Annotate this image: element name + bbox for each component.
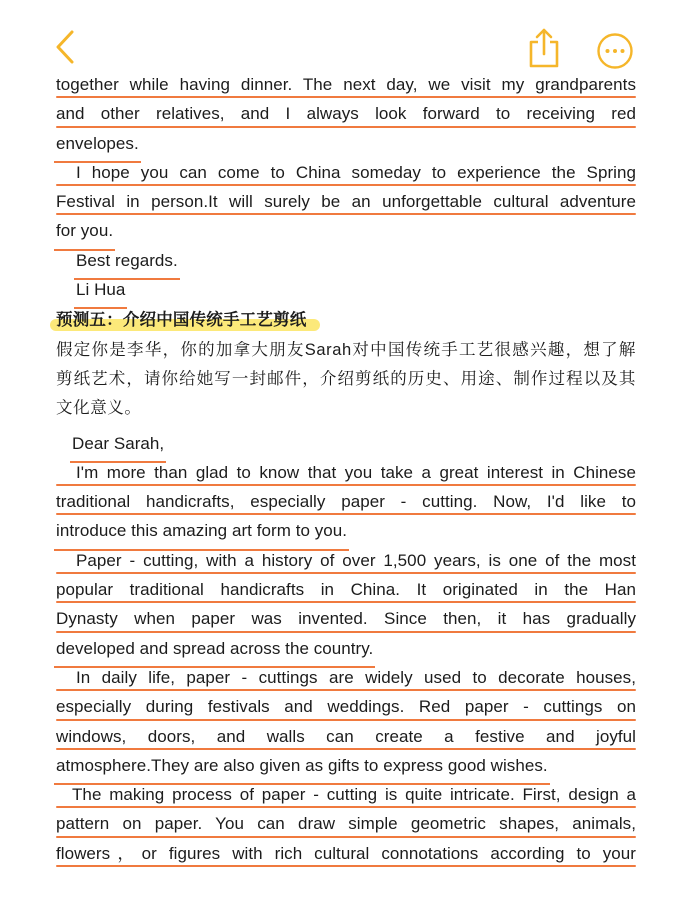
text-line: pattern on paper. You can draw simple geometric shapes, animals, — [56, 809, 636, 838]
text-line: In daily life, paper - cuttings are widely used to decorate houses, — [56, 663, 636, 692]
text-line: I'm more than glad to know that you take a great interest in Chinese — [56, 458, 636, 487]
heading-text: 预测五：介绍中国传统手工艺剪纸 — [56, 311, 307, 330]
text-line: Paper - cutting, with a history of over 1,500 years, is one of the most — [56, 546, 636, 575]
back-button[interactable] — [48, 26, 82, 68]
top-toolbar — [0, 0, 690, 76]
text-line: introduce this amazing art form to you. — [56, 516, 636, 545]
text-line: especially during festivals and weddings. Red paper - cuttings on — [56, 692, 636, 721]
more-button[interactable] — [596, 32, 634, 70]
text-line: atmosphere.They are also given as gifts to express good wishes. — [56, 751, 636, 780]
document-body — [56, 70, 636, 868]
text-line: windows, doors, and walls can create a festive and joyful — [56, 722, 636, 751]
text-line: The making process of paper - cutting is quite intricate. First, design a — [56, 780, 636, 809]
share-button[interactable] — [526, 26, 562, 70]
text-line: popular traditional handicrafts in China. It originated in the Han — [56, 575, 636, 604]
signature-line: Li Hua — [56, 275, 636, 304]
prompt-line: 假定你是李华，你的加拿大朋友Sarah对中国传统手工艺很感兴趣，想了解 — [56, 340, 636, 359]
prompt-line: 文化意义。 — [56, 399, 142, 418]
prompt-line: 剪纸艺术，请你给她写一封邮件，介绍剪纸的历史、用途、制作过程以及其 — [56, 369, 636, 388]
text-line: envelopes. — [56, 129, 636, 158]
section-heading — [56, 306, 636, 335]
text-line: together while having dinner. The next day, we visit my grandparents — [56, 70, 636, 99]
text-line: I hope you can come to China someday to experience the Spring — [56, 158, 636, 187]
salutation-line: Dear Sarah, — [56, 429, 636, 458]
text-line: flowers，or figures with rich cultural connotations according to your — [56, 839, 636, 868]
share-icon — [526, 26, 562, 70]
closing-line: Best regards. — [56, 246, 636, 275]
more-icon — [596, 32, 634, 70]
chevron-left-icon — [48, 26, 82, 68]
text-line: traditional handicrafts, especially paper - cutting. Now, I'd like to — [56, 487, 636, 516]
text-line: and other relatives, and I always look forward to receiving red — [56, 99, 636, 128]
text-line: for you. — [56, 216, 636, 245]
text-line: Dynasty when paper was invented. Since then, it has gradually — [56, 604, 636, 633]
text-line: developed and spread across the country. — [56, 634, 636, 663]
text-line: Festival in person.It will surely be an unforgettable cultural adventure — [56, 187, 636, 216]
